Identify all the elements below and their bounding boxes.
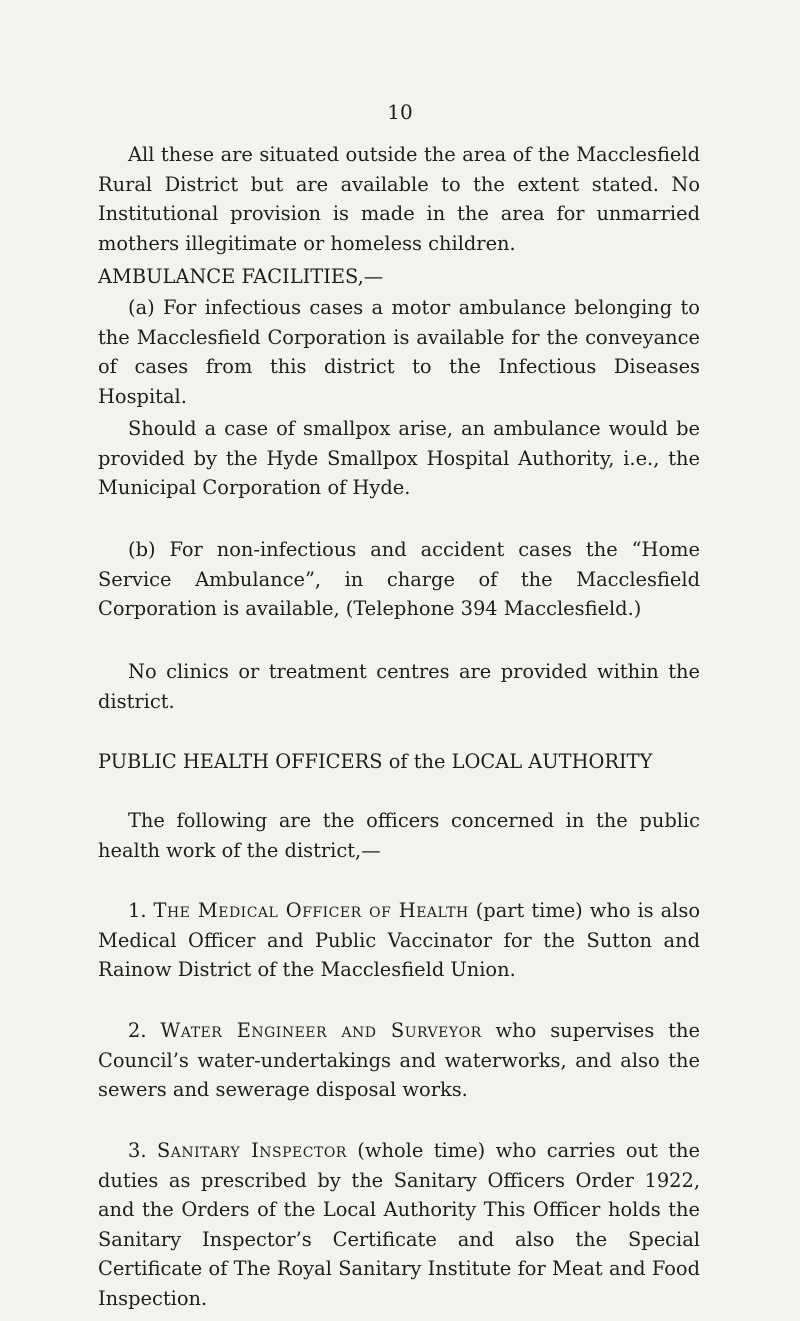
page-number: 10 <box>387 100 413 124</box>
officer-item-1-text: (part time) who is also Medical Officer and Public Vaccinator for the Sutton and Rainow District of the Macclesfield Union. <box>98 899 701 981</box>
officers-heading: PUBLIC HEALTH OFFICERS of the LOCAL AUTHORITY <box>98 750 653 773</box>
officer-item-1-title: The Medical Officer of Health <box>153 899 469 922</box>
officer-item-2-title: Water Engineer and Surveyor <box>160 1019 482 1042</box>
ambulance-para-b: (b) For non-infectious and accident cases the “Home Service Ambulance”, in charge of the Macclesfield Corporation is available, (Telephone 394 Macclesfield.) <box>98 538 700 620</box>
ambulance-para-a: (a) For infectious cases a motor ambulance belonging to the Macclesfield Corporation is available for the conveyance of cases from this district to the Infectious Diseases Hospital. <box>98 296 700 408</box>
ambulance-heading: AMBULANCE FACILITIES,— <box>98 265 384 288</box>
clinics-paragraph: No clinics or treatment centres are provided within the district. <box>98 660 700 713</box>
officers-intro: The following are the officers concerned in the public health work of the district,— <box>98 809 700 862</box>
intro-paragraph: All these are situated outside the area of the Macclesfield Rural District but are available to the extent stated. No Institutional provision is made in the area for unmarried mothers illegitimate or homeless children. <box>98 143 700 255</box>
officer-item-1 <box>98 896 700 985</box>
smallpox-paragraph: Should a case of smallpox arise, an ambulance would be provided by the Hyde Smallpox Hospital Authority, i.e., the Municipal Corporation of Hyde. <box>98 417 700 499</box>
officer-item-3-title: Sanitary Inspector <box>156 1139 347 1162</box>
officer-item-3 <box>98 1136 700 1313</box>
officer-item-2-text: who supervises the Council’s water-undertakings and waterworks, and also the sewers and sewerage disposal works. <box>98 1019 701 1101</box>
officer-item-2-number: 2. <box>128 1019 147 1042</box>
officer-item-2 <box>98 1016 700 1105</box>
officer-item-1-number: 1. <box>128 899 147 922</box>
officer-item-3-text: (whole time) who carries out the duties as prescribed by the Sanitary Officers Order 1922, and the Orders of the Local Authority This Officer holds the Sanitary Inspector’s Certificate and also the Special Certificate of The Royal Sanitary Institute for Meat and Food Inspection. <box>98 1139 700 1310</box>
officer-item-3-number: 3. <box>128 1139 147 1162</box>
